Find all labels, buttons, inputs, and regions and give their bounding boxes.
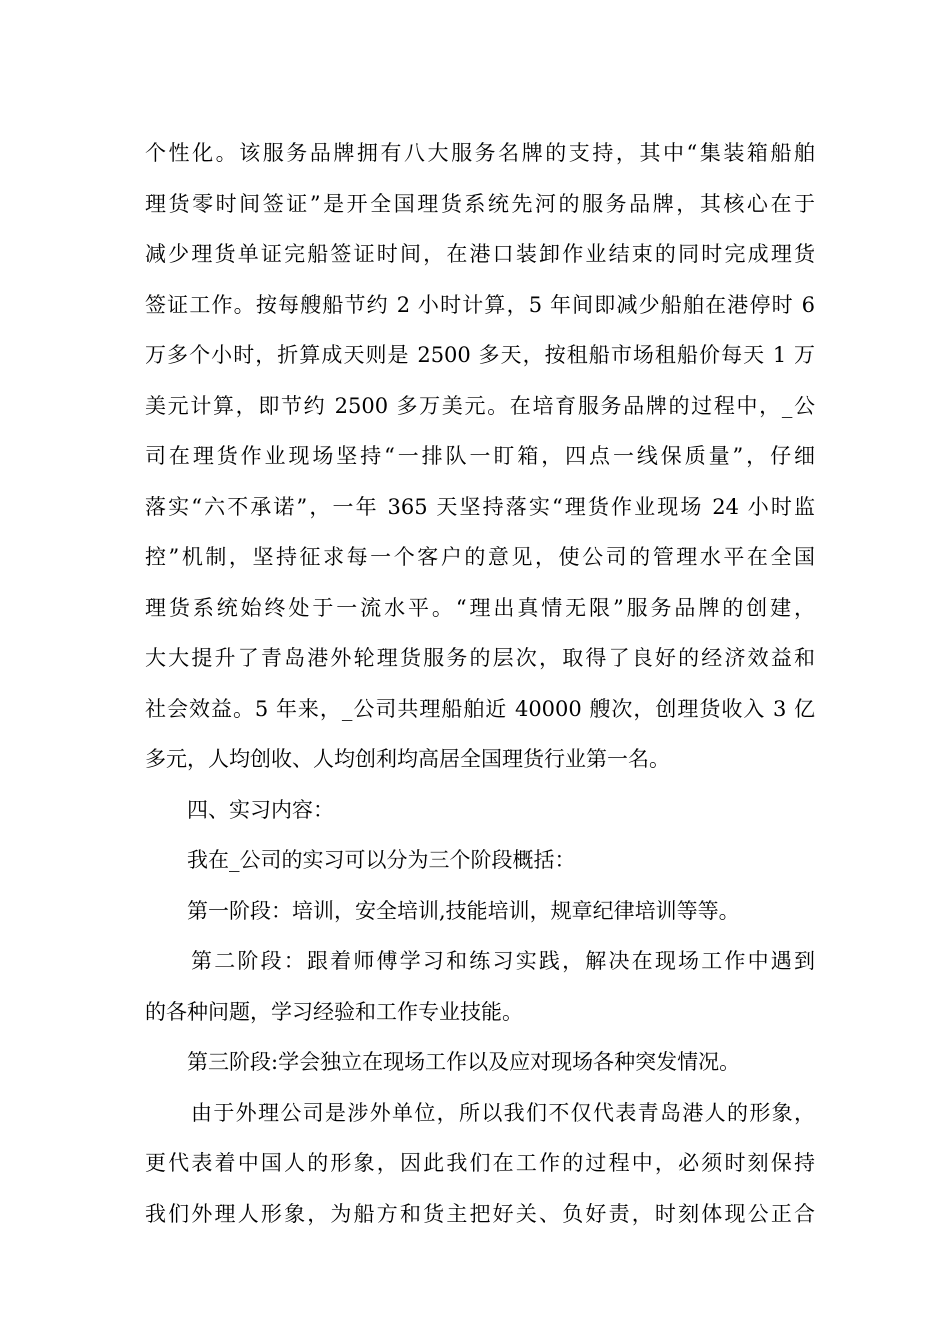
text-line: 理货系统始终处于一流水平。“理出真情无限”服务品牌的创建， (145, 595, 815, 620)
text-line: 大大提升了青岛港外轮理货服务的层次，取得了良好的经济效益和 (145, 646, 815, 670)
section-heading: 四、实习内容： (187, 797, 334, 822)
text-line: 第一阶段：培训，安全培训,技能培训，规章纪律培训等等。 (187, 898, 740, 923)
text-line: 第二阶段：跟着师傅学习和练习实践，解决在现场工作中遇到 (191, 949, 815, 973)
text-line: 我们外理人形象，为船方和货主把好关、负好责，时刻体现公正合 (145, 1201, 815, 1226)
text-line: 理货零时间签证”是开全国理货系统先河的服务品牌，其核心在于 (145, 191, 815, 216)
text-line: 签证工作。按每艘船节约 2 小时计算，5 年间即减少船舶在港停时 6 (145, 292, 815, 317)
text-line: 由于外理公司是涉外单位，所以我们不仅代表青岛港人的形象， (191, 1100, 815, 1125)
document-body (145, 128, 815, 1239)
text-line: 第三阶段:学会独立在现场工作以及应对现场各种突发情况。 (187, 1050, 741, 1074)
text-line: 司在理货作业现场坚持“一排队一盯箱，四点一线保质量”，仔细 (145, 444, 815, 468)
text-line: 美元计算，即节约 2500 多万美元。在培育服务品牌的过程中，_公 (145, 393, 815, 418)
text-line: 更代表着中国人的形象，因此我们在工作的过程中，必须时刻保持 (145, 1151, 815, 1175)
text-line: 落实“六不承诺”，一年 365 天坚持落实“理货作业现场 24 小时监 (145, 494, 815, 519)
text-line: 我在_公司的实习可以分为三个阶段概括： (187, 848, 576, 872)
text-line: 的各种问题，学习经验和工作专业技能。 (145, 999, 523, 1024)
text-line: 万多个小时，折算成天则是 2500 多天，按租船市场租船价每天 1 万 (145, 343, 815, 367)
text-line: 个性化。该服务品牌拥有八大服务名牌的支持，其中“集装箱船舶 (145, 141, 815, 165)
text-line: 社会效益。5 年来，_公司共理船舶近 40000 艘次，创理货收入 3 亿 (145, 696, 815, 721)
text-line: 多元，人均创收、人均创利均高居全国理货行业第一名。 (145, 747, 670, 771)
text-line: 控”机制，坚持征求每一个客户的意见，使公司的管理水平在全国 (145, 545, 815, 569)
text-line: 减少理货单证完船签证时间，在港口装卸作业结束的同时完成理货 (145, 242, 815, 266)
